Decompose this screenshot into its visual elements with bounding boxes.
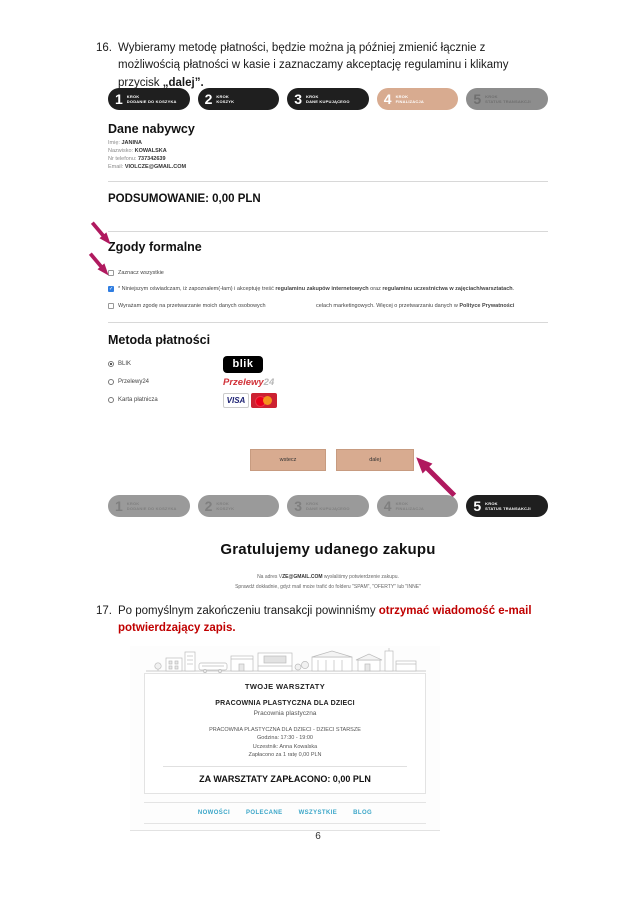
blik-radio[interactable] bbox=[108, 361, 114, 367]
step-pill-3: 3 KROK DANE KUPUJĄCEGO bbox=[287, 495, 369, 517]
step-16-bold: „dalej”. bbox=[162, 76, 204, 89]
buyer-section-title: Dane nabywcy bbox=[108, 122, 195, 136]
terms-consent-label: * Niniejszym oświadczam, iż zapoznałem(-łam) i akceptuję treść regulaminu zakupów internetowych oraz regulaminu uczestnictwa w zajęciach/warsztatach. bbox=[118, 286, 515, 293]
step-pill-1: 1 KROK DODANIE DO KOSZYKA bbox=[108, 88, 190, 110]
terms-consent-row bbox=[108, 286, 548, 293]
page-number: 6 bbox=[315, 831, 321, 842]
checkout-buttons bbox=[108, 449, 548, 471]
detail-line: PRACOWNIA PLASTYCZNA DLA DZIECI - DZIECI STARSZE bbox=[209, 727, 361, 733]
marketing-consent-left: Wyrażam zgodę na przetwarzanie moich danych osobowych bbox=[118, 303, 266, 310]
step-pill-2: 2 KROK KOSZYK bbox=[198, 495, 280, 517]
separator bbox=[163, 766, 407, 767]
step-16-number: 16. bbox=[96, 42, 112, 54]
select-all-label: Zaznacz wszystkie bbox=[118, 269, 164, 276]
marketing-consent-row bbox=[108, 303, 548, 310]
buyer-field-name: Imię: JANINA bbox=[108, 140, 142, 146]
email-screenshot bbox=[130, 646, 440, 831]
checkout-screenshot bbox=[108, 88, 548, 471]
marketing-consent-checkbox[interactable] bbox=[108, 303, 114, 309]
separator bbox=[108, 231, 548, 232]
confirmation-spam-note: Sprawdź dokładnie, gdyż mail może trafić do folderu "SPAM", "OFERTY" lub "INNE" bbox=[235, 584, 421, 590]
separator bbox=[108, 322, 548, 323]
workshop-terms-link[interactable]: regulaminu uczestnictwa w zajęciach/warsztatach bbox=[382, 286, 513, 293]
consents-section-title: Zgody formalne bbox=[108, 239, 202, 254]
order-summary: PODSUMOWANIE: 0,00 PLN bbox=[108, 192, 261, 205]
blik-label: BLIK bbox=[118, 361, 132, 368]
buyer-fields bbox=[108, 140, 548, 172]
step-pill-3: 3 KROK DANE KUPUJĄCEGO bbox=[287, 88, 369, 110]
back-button[interactable]: wstecz bbox=[250, 449, 326, 471]
buyer-field-email: Email: VIOLCZE@GMAIL.COM bbox=[108, 163, 187, 170]
nav-link-nowosci[interactable]: NOWOŚCI bbox=[197, 810, 231, 816]
przelewy24-logo: Przelewy24 bbox=[223, 376, 275, 388]
payment-section-title: Metoda płatności bbox=[108, 333, 211, 348]
step-pill-2: 2 KROK KOSZYK bbox=[198, 88, 280, 110]
step-pill-4-active: 4 KROK FINALIZACJA bbox=[377, 88, 459, 110]
visa-logo: VISA bbox=[223, 393, 249, 408]
terms-consent-checkbox[interactable]: ✓ bbox=[109, 286, 114, 293]
przelewy24-radio[interactable] bbox=[108, 379, 114, 385]
instruction-step-17 bbox=[96, 603, 550, 638]
card-label: Karta płatnicza bbox=[118, 397, 158, 404]
confirmation-stepbar bbox=[108, 495, 548, 517]
blik-logo: blik bbox=[223, 356, 263, 373]
confirmation-screenshot bbox=[108, 495, 548, 590]
separator bbox=[108, 181, 548, 182]
payment-option-przelewy24 bbox=[108, 373, 548, 391]
checkout-stepbar bbox=[108, 88, 548, 110]
przelewy24-label: Przelewy24 bbox=[118, 379, 150, 386]
city-illustration bbox=[130, 646, 440, 673]
booking-details bbox=[151, 726, 419, 759]
step-pill-4: 4 KROK FINALIZACJA bbox=[377, 495, 459, 517]
email-card bbox=[144, 673, 426, 794]
next-button[interactable]: dalej bbox=[336, 449, 414, 471]
step-17-text: Po pomyślnym zakończeniu transakcji powinniśmy otrzymać wiadomość e-mail potwierdzający zapis. bbox=[118, 605, 532, 635]
step-pill-1: 1 KROK DODANIE DO KOSZYKA bbox=[108, 495, 190, 517]
workshop-title: PRACOWNIA PLASTYCZNA DLA DZIECI bbox=[215, 700, 355, 707]
congratulations-heading: Gratulujemy udanego zakupu bbox=[220, 541, 436, 558]
card-radio[interactable] bbox=[108, 397, 114, 403]
confirmation-email-line: Na adres VZE@GMAIL.COM wysłaliśmy potwierdzenie zakupu. bbox=[257, 574, 399, 580]
email-nav bbox=[144, 802, 426, 824]
confirmation-email-address: ZE@GMAIL.COM bbox=[282, 574, 323, 580]
payment-option-card bbox=[108, 391, 548, 409]
select-all-consents-row bbox=[108, 270, 548, 277]
step-16-text: Wybieramy metodę płatności, będzie można ją później zmienić łącznie z możliwością płatności w kasie i zaznaczamy akceptację regulaminu i klikamy przycisk „dalej”. bbox=[118, 42, 509, 89]
nav-link-blog[interactable]: BLOG bbox=[353, 810, 373, 816]
buyer-field-surname: Nazwisko: KOWALSKA bbox=[108, 147, 167, 154]
privacy-policy-link[interactable]: Polityce Prywatności bbox=[459, 303, 515, 310]
nav-link-polecane[interactable]: POLECANE bbox=[246, 810, 283, 816]
step-17-red-bold: otrzymać wiadomość e-mail potwierdzający zapis. bbox=[118, 605, 532, 635]
shop-terms-link[interactable]: regulaminu zakupów internetowych bbox=[275, 286, 369, 293]
detail-line: Uczestnik: Anna Kowalska bbox=[252, 743, 318, 750]
step-pill-5-active: 5 KROK STATUS TRANSAKCJI bbox=[466, 495, 548, 517]
detail-line: Zapłacono za 1 ratę 0,00 PLN bbox=[248, 751, 322, 758]
step-pill-5: 5 KROK STATUS TRANSAKCJI bbox=[466, 88, 548, 110]
email-header: TWOJE WARSZTATY bbox=[244, 682, 326, 691]
card-logos bbox=[223, 393, 277, 408]
payment-option-blik bbox=[108, 355, 548, 373]
paid-total-line: ZA WARSZTATY ZAPŁACONO: 0,00 PLN bbox=[199, 774, 371, 784]
workshop-subtitle: Pracownia plastyczna bbox=[253, 710, 317, 717]
marketing-consent-right: celach marketingowych. Więcej o przetwarzaniu danych w Polityce Prywatności bbox=[316, 303, 515, 310]
instruction-step-16 bbox=[96, 40, 550, 92]
buyer-field-phone: Nr telefonu: 737342639 bbox=[108, 155, 166, 162]
summary-amount: 0,00 PLN bbox=[212, 192, 261, 205]
nav-link-wszystkie[interactable]: WSZYSTKIE bbox=[298, 810, 338, 816]
mastercard-logo bbox=[251, 393, 277, 408]
step-17-number: 17. bbox=[96, 605, 112, 617]
detail-line: Godzina: 17:30 - 19:00 bbox=[257, 735, 313, 742]
